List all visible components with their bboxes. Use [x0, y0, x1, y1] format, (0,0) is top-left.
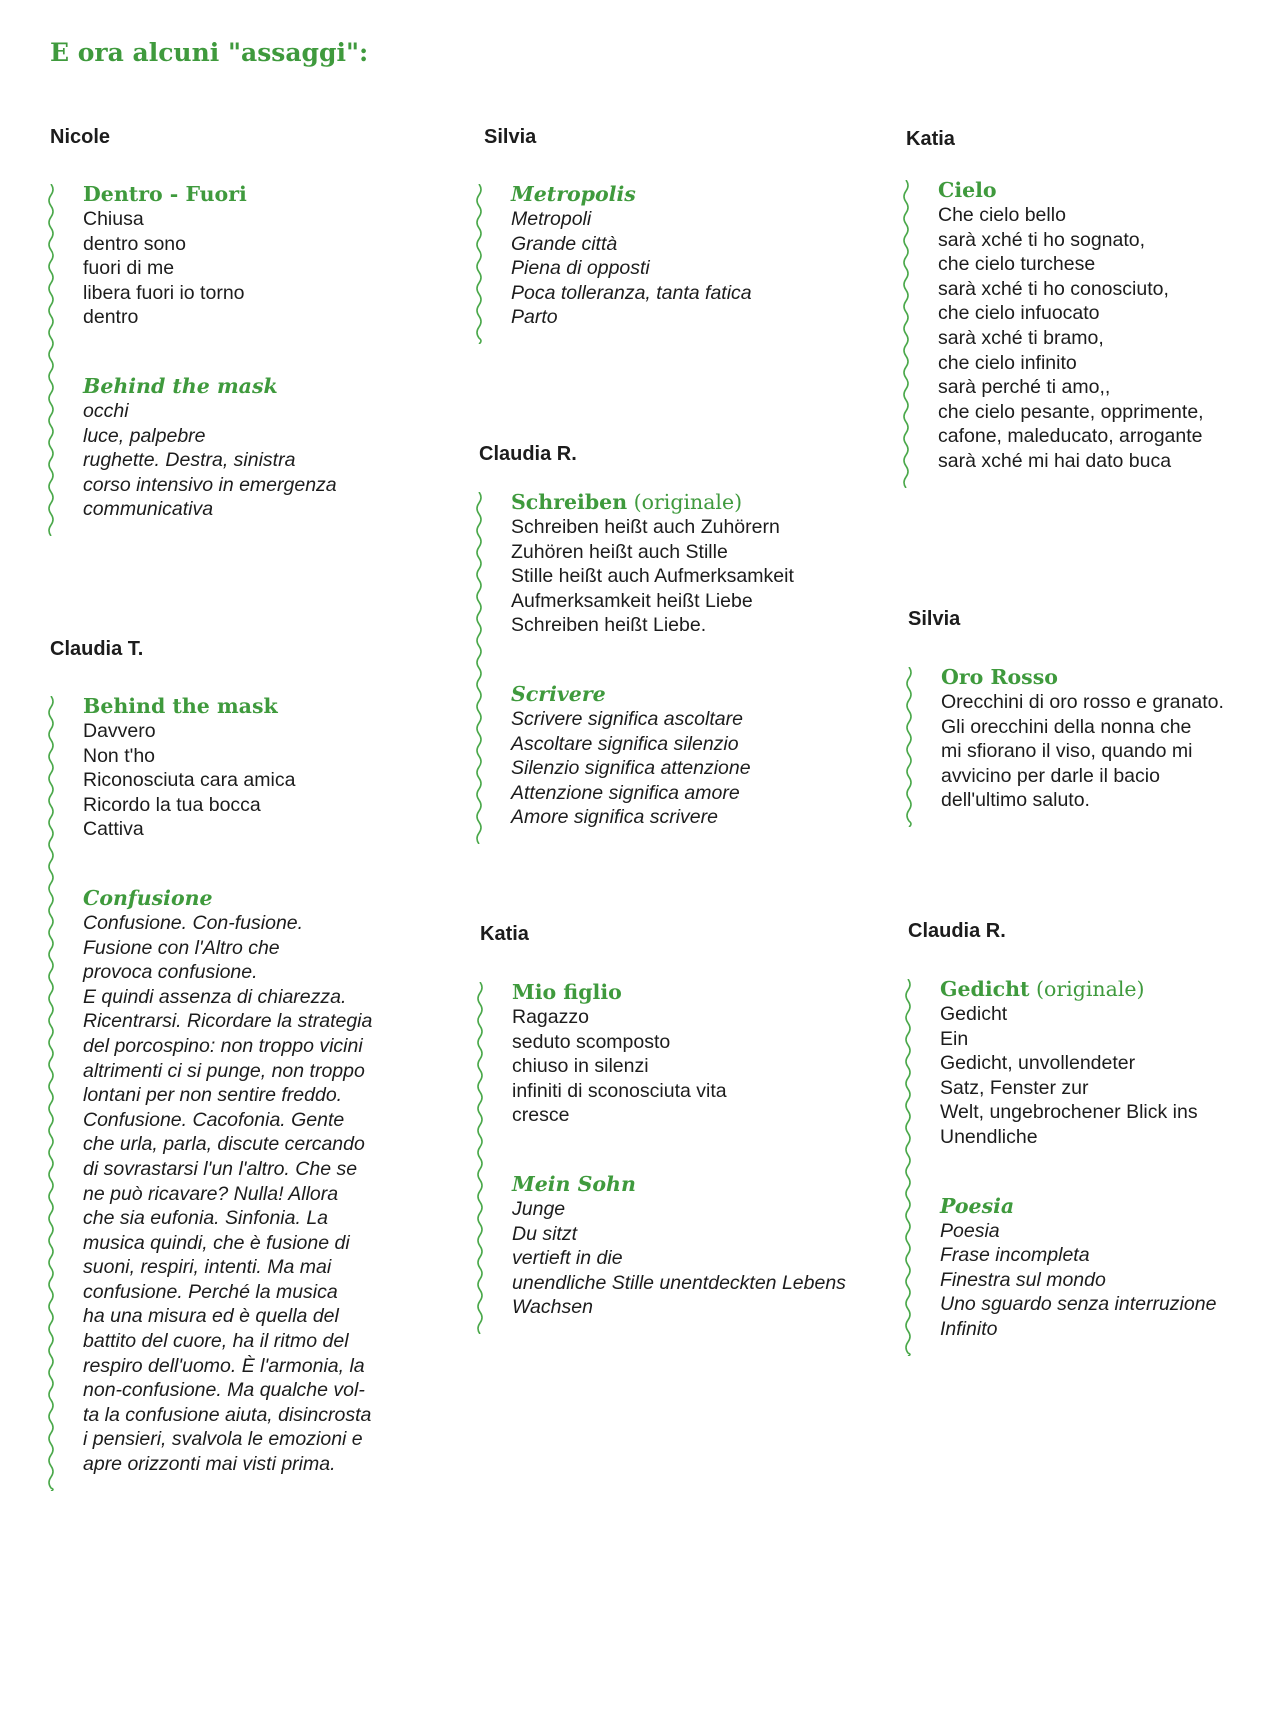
poem-line: sarà xché ti ho sognato,	[938, 228, 1146, 251]
poem	[511, 682, 851, 830]
poem	[83, 694, 403, 842]
wavy-margin-line	[46, 696, 56, 1491]
poem-title	[512, 980, 852, 1005]
poem-title	[511, 182, 851, 207]
poem-block	[512, 980, 852, 1364]
poem-title-text: Poesia	[940, 1193, 1015, 1218]
poem-line: che cielo pesante, opprimente,	[938, 400, 1204, 423]
poem-line: Aufmerksamkeit heißt Liebe	[511, 589, 753, 612]
poem-title-text: Cielo	[938, 178, 997, 202]
poem	[511, 490, 851, 638]
poem-line: respiro dell'uomo. È l'armonia, la	[83, 1354, 365, 1377]
poem-block	[941, 665, 1271, 857]
poem-block	[83, 182, 403, 566]
poem-block	[83, 694, 403, 1521]
poem-line: Satz, Fenster zur	[940, 1076, 1089, 1099]
poem-line: apre orizzonti mai visti prima.	[83, 1453, 336, 1476]
author-name: Claudia T.	[50, 638, 144, 660]
poem-line: infiniti di sconosciuta vita	[512, 1079, 727, 1102]
wavy-margin-line	[475, 982, 485, 1334]
poem-line: Che cielo bello	[938, 204, 1066, 226]
poem-line: Ascoltare significa silenzio	[511, 732, 739, 755]
poem	[940, 977, 1270, 1150]
poem-line: suoni, respiri, intenti. Ma mai	[83, 1256, 332, 1279]
poem-line: libera fuori io torno	[83, 281, 245, 304]
poem-title-note: (originale)	[627, 490, 743, 514]
poem-block	[938, 178, 1268, 518]
poem	[940, 1194, 1270, 1342]
poem-line: Zuhören heißt auch Stille	[511, 540, 728, 563]
poem-line: seduto scomposto	[512, 1030, 671, 1053]
wavy-margin-line	[46, 184, 56, 536]
poem-line: Gli orecchini della nonna che	[941, 715, 1192, 738]
poem-line: dentro sono	[83, 232, 186, 255]
poem-line: Ricentrarsi. Ricordare la strategia	[83, 1010, 373, 1033]
poem-line: Infinito	[940, 1317, 998, 1340]
poem-line: Welt, ungebrochener Blick ins	[940, 1101, 1198, 1124]
poem-line: Ein	[940, 1027, 969, 1050]
poem-line: sarà perché ti amo,,	[938, 376, 1111, 399]
poem	[938, 178, 1268, 474]
poem-line: Gedicht	[940, 1003, 1008, 1025]
poem-title-text: Schreiben	[511, 490, 628, 514]
poem-title-text: Gedicht	[940, 977, 1030, 1001]
poem-line: cafone, maleducato, arrogante	[938, 425, 1203, 448]
poem-line: Silenzio significa attenzione	[511, 757, 751, 780]
poem-title-text: Mein Sohn	[512, 1171, 636, 1196]
poem-line: Riconosciuta cara amica	[83, 769, 296, 792]
poem-title-text: Behind the mask	[83, 373, 278, 398]
poem-title	[940, 977, 1270, 1002]
poem-line: che urla, parla, discute cercando	[83, 1133, 365, 1156]
poem-line: chiuso in silenzi	[512, 1055, 649, 1078]
poem-line: che cielo infuocato	[938, 302, 1100, 325]
poem-title	[512, 1172, 852, 1197]
poem-block	[511, 182, 851, 374]
poem-title	[511, 490, 851, 515]
poem-line: Schreiben heißt Liebe.	[511, 614, 707, 637]
poem-line: dentro	[83, 306, 139, 329]
poem-title-note: (originale)	[1029, 977, 1145, 1001]
poem-title-text: Metropolis	[511, 182, 636, 206]
poem-line: che cielo turchese	[938, 253, 1096, 276]
poem-line: Cattiva	[83, 818, 144, 841]
poem-title	[938, 178, 1268, 203]
poem-line: Unendliche	[940, 1125, 1038, 1148]
poem-line: Chiusa	[83, 208, 144, 230]
poem-title	[511, 682, 851, 707]
poem	[83, 886, 403, 1477]
poem-line: Attenzione significa amore	[511, 781, 740, 804]
poem-line: Confusione. Cacofonia. Gente	[83, 1108, 345, 1131]
poem-line: luce, palpebre	[83, 424, 206, 447]
poem-title	[940, 1194, 1270, 1219]
poem-line: i pensieri, svalvola le emozioni e	[83, 1428, 363, 1451]
poem-line: Non t'ho	[83, 744, 156, 767]
poem-line: Davvero	[83, 720, 156, 742]
poem-line: Scrivere significa ascoltare	[511, 707, 743, 730]
poem-line: musica quindi, che è fusione di	[83, 1231, 350, 1254]
poem-title-text: Oro Rosso	[941, 665, 1058, 689]
poem-title-text: Behind the mask	[83, 694, 278, 718]
poem	[511, 182, 851, 330]
poem-line: cresce	[512, 1104, 570, 1127]
poem-line: Metropoli	[511, 208, 592, 230]
poem-line: battito del cuore, ha il ritmo del	[83, 1330, 349, 1353]
poem-line: Confusione. Con-fusione.	[83, 911, 304, 934]
poem-title	[83, 694, 403, 719]
poem-line: del porcospino: non troppo vicini	[83, 1034, 363, 1057]
wavy-margin-line	[901, 180, 911, 488]
poem-line: Du sitzt	[512, 1222, 578, 1245]
poem-block	[511, 490, 851, 874]
poem-line: Gedicht, unvollendeter	[940, 1052, 1136, 1075]
wavy-margin-line	[474, 184, 484, 344]
poem-line: dell'ultimo saluto.	[941, 789, 1090, 812]
poem-line: communicativa	[83, 498, 214, 521]
poem-line: Poesia	[940, 1219, 1000, 1242]
author-name: Nicole	[50, 126, 111, 148]
poem-line: Fusione con l'Altro che	[83, 936, 280, 959]
author-name: Katia	[480, 923, 529, 945]
poem-title	[83, 886, 403, 911]
poem-line: Schreiben heißt auch Zuhörern	[511, 516, 780, 538]
author-name: Claudia R.	[479, 443, 577, 465]
poem-line: Piena di opposti	[511, 257, 650, 280]
poem	[941, 665, 1271, 813]
poem-line: Wachsen	[512, 1296, 593, 1319]
poem-block	[940, 977, 1270, 1386]
poem-line: provoca confusione.	[83, 961, 258, 984]
poem-line: Junge	[512, 1197, 566, 1220]
poem-line: lontani per non sentire freddo.	[83, 1084, 343, 1107]
poem-title	[83, 182, 403, 207]
poem-title	[83, 374, 403, 399]
poem-line: che sia eufonia. Sinfonia. La	[83, 1207, 329, 1230]
poem-line: sarà xché mi hai dato buca	[938, 449, 1172, 472]
author-name: Katia	[906, 128, 955, 150]
poem-line: occhi	[83, 399, 129, 422]
page-title: E ora alcuni "assaggi":	[50, 38, 369, 67]
poem-line: Frase incompleta	[940, 1244, 1090, 1267]
poem-line: ha una misura ed è quella del	[83, 1305, 339, 1328]
poem-line: avvicino per darle il bacio	[941, 764, 1160, 787]
author-name: Claudia R.	[908, 920, 1006, 942]
poem-line: Grande città	[511, 232, 618, 255]
poem-line: ne può ricavare? Nulla! Allora	[83, 1182, 339, 1205]
poem-line: altrimenti ci si punge, non troppo	[83, 1059, 365, 1082]
poem-title-text: Confusione	[83, 885, 213, 910]
poem-line: vertieft in die	[512, 1247, 623, 1270]
author-name: Silvia	[484, 126, 537, 148]
poem-line: non-confusione. Ma qualche vol-	[83, 1379, 365, 1402]
poem-line: fuori di me	[83, 257, 175, 280]
author-name: Silvia	[908, 608, 961, 630]
poem-line: Orecchini di oro rosso e granato.	[941, 691, 1224, 713]
poem-title	[941, 665, 1271, 690]
poem	[83, 374, 403, 522]
wavy-margin-line	[903, 979, 913, 1356]
poem-line: Poca tolleranza, tanta fatica	[511, 281, 752, 304]
poem-line: Stille heißt auch Aufmerksamkeit	[511, 565, 794, 588]
poem-line: Amore significa scrivere	[511, 806, 718, 829]
poem-line: rughette. Destra, sinistra	[83, 449, 296, 472]
poem	[512, 1172, 852, 1320]
poem-line: Parto	[511, 306, 558, 329]
poem	[512, 980, 852, 1128]
poem-line: sarà xché ti bramo,	[938, 326, 1104, 349]
wavy-margin-line	[474, 492, 484, 844]
poem-line: mi sfiorano il viso, quando mi	[941, 740, 1193, 763]
poem-line: Uno sguardo senza interruzione	[940, 1293, 1217, 1316]
poem-line: confusione. Perché la musica	[83, 1280, 338, 1303]
poem-line: Finestra sul mondo	[940, 1268, 1106, 1291]
poem-line: di sovrastarsi l'un l'altro. Che se	[83, 1157, 358, 1180]
poem-title-text: Mio figlio	[512, 980, 622, 1004]
poem	[83, 182, 403, 330]
poem-title-text: Dentro - Fuori	[83, 182, 247, 206]
wavy-margin-line	[904, 667, 914, 827]
poem-line: sarà xché ti ho conosciuto,	[938, 277, 1169, 300]
poem-line: corso intensivo in emergenza	[83, 473, 337, 496]
poem-title-text: Scrivere	[511, 681, 606, 706]
poem-line: ta la confusione aiuta, disincrosta	[83, 1403, 372, 1426]
poem-line: unendliche Stille unentdeckten Lebens	[512, 1271, 846, 1294]
poem-line: Ragazzo	[512, 1006, 589, 1028]
poem-line: che cielo infinito	[938, 351, 1077, 374]
poem-line: Ricordo la tua bocca	[83, 793, 261, 816]
poem-line: E quindi assenza di chiarezza.	[83, 985, 347, 1008]
